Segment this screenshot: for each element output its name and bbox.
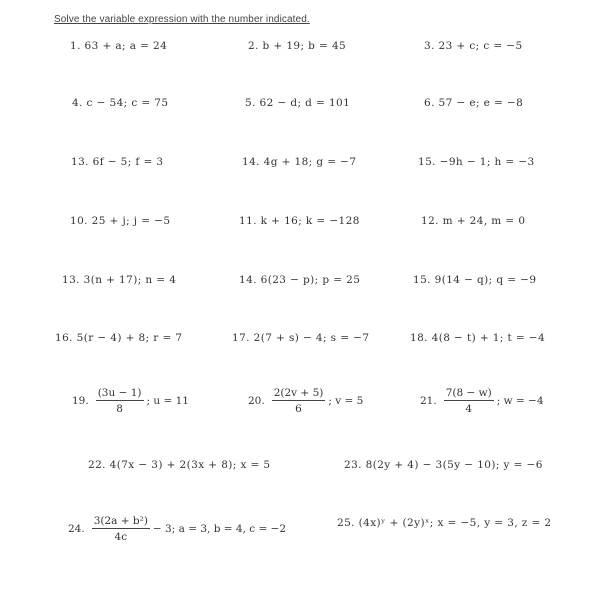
problem-24-fraction xyxy=(92,515,150,543)
problem-21-numerator: 7(8 − w) xyxy=(445,387,492,399)
problem-5: 5. 62 − d; d = 101 xyxy=(245,97,351,109)
problem-20 xyxy=(248,387,363,415)
problem-19-rest: ; u = 11 xyxy=(146,395,189,407)
problem-18: 18. 4(8 − t) + 1; t = −4 xyxy=(410,332,546,344)
problem-17: 17. 2(7 + s) − 4; s = −7 xyxy=(232,332,370,344)
problem-19-denominator: 8 xyxy=(116,403,123,415)
problem-14: 14. 6(23 − p); p = 25 xyxy=(239,274,361,286)
problem-12: 12. m + 24, m = 0 xyxy=(421,215,526,227)
problem-6: 6. 57 − e; e = −8 xyxy=(424,97,524,109)
problem-23: 23. 8(2y + 4) − 3(5y − 10); y = −6 xyxy=(344,459,543,471)
problem-24-numerator: 3(2a + b²) xyxy=(93,515,148,527)
problem-19-numerator: (3u − 1) xyxy=(97,387,142,399)
problem-21-fraction xyxy=(444,387,494,415)
problem-24-label: 24. xyxy=(68,523,85,535)
problem-4: 4. c − 54; c = 75 xyxy=(72,97,169,109)
problem-1: 1. 63 + a; a = 24 xyxy=(70,40,168,52)
problem-3: 3. 23 + c; c = −5 xyxy=(424,40,523,52)
problem-20-rest: ; v = 5 xyxy=(328,395,364,407)
problem-21-rest: ; w = −4 xyxy=(496,395,544,407)
problem-24-rest: − 3; a = 3, b = 4, c = −2 xyxy=(152,523,287,535)
problem-10: 10. 25 + j; j = −5 xyxy=(70,215,171,227)
problem-11: 11. k + 16; k = −128 xyxy=(239,215,360,227)
problem-24-denominator: 4c xyxy=(114,531,128,543)
problem-13: 13. 3(n + 17); n = 4 xyxy=(62,274,177,286)
problem-22: 22. 4(7x − 3) + 2(3x + 8); x = 5 xyxy=(88,459,271,471)
problem-19-fraction xyxy=(96,387,144,415)
problem-20-denominator: 6 xyxy=(295,403,302,415)
problem-16: 16. 5(r − 4) + 8; r = 7 xyxy=(55,332,183,344)
problem-21-denominator: 4 xyxy=(465,403,473,415)
problem-24 xyxy=(68,515,286,543)
problem-20-numerator: 2(2v + 5) xyxy=(273,387,324,399)
problem-2: 2. b + 19; b = 45 xyxy=(248,40,347,52)
problem-8: 14. 4g + 18; g = −7 xyxy=(242,156,357,168)
problem-20-fraction xyxy=(272,387,326,415)
problem-25: 25. (4x)ʸ + (2y)ˣ; x = −5, y = 3, z = 2 xyxy=(337,517,552,529)
problem-21 xyxy=(420,387,544,415)
problem-19 xyxy=(72,387,189,415)
problem-9: 15. −9h − 1; h = −3 xyxy=(418,156,535,168)
problem-20-label: 20. xyxy=(248,395,265,407)
problem-19-label: 19. xyxy=(72,395,89,407)
problem-7: 13. 6f − 5; f = 3 xyxy=(71,156,164,168)
problem-21-label: 21. xyxy=(420,395,437,407)
instructions: Solve the variable expression with the number indicated. xyxy=(54,14,310,25)
problem-15: 15. 9(14 − q); q = −9 xyxy=(413,274,537,286)
